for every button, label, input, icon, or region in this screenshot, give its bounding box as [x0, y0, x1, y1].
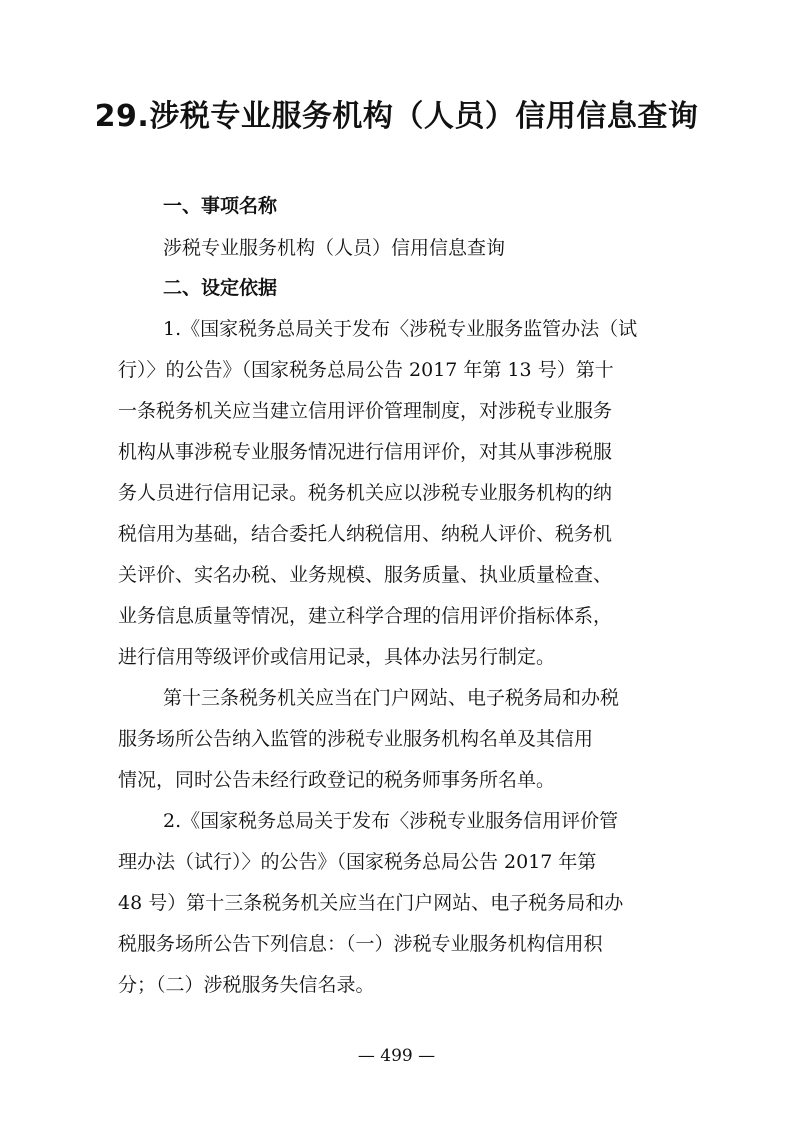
item-name-text: 涉税专业服务机构（人员）信用信息查询: [163, 237, 506, 259]
paragraph-line: 第十三条税务机关应当在门户网站、电子税务局和办税: [163, 687, 620, 709]
paragraph-line: 一条税务机关应当建立信用评价管理制度，对涉税专业服务: [118, 400, 613, 422]
paragraph-line: 理办法（试行）〉的公告》（国家税务总局公告 2017 年第: [118, 851, 597, 873]
page-number: — 499 —: [357, 1046, 436, 1066]
paragraph-line: 关评价、实名办税、业务规模、服务质量、执业质量检查、: [118, 564, 613, 586]
section-heading-legal-basis: 二、设定依据: [163, 277, 278, 299]
paragraph-line: 48 号）第十三条税务机关应当在门户网站、电子税务局和办: [118, 892, 624, 914]
paragraph-line: 业务信息质量等情况，建立科学合理的信用评价指标体系，: [118, 605, 613, 627]
paragraph-line: 进行信用等级评价或信用记录，具体办法另行制定。: [118, 646, 556, 668]
paragraph-line: 分；（二）涉税服务失信名录。: [118, 974, 375, 996]
paragraph-line: 税信用为基础，结合委托人纳税信用、纳税人评价、税务机: [118, 523, 613, 545]
page-title: 29.涉税专业服务机构（人员）信用信息查询: [94, 99, 699, 134]
paragraph-line: 服务场所公告纳入监管的涉税专业服务机构名单及其信用: [118, 728, 594, 750]
section-heading-item-name: 一、事项名称: [163, 195, 278, 217]
paragraph-line: 1.《国家税务总局关于发布〈涉税专业服务监管办法（试: [163, 318, 638, 340]
paragraph-line: 情况，同时公告未经行政登记的税务师事务所名单。: [118, 769, 556, 791]
paragraph-line: 税服务场所公告下列信息：（一）涉税专业服务机构信用积: [118, 933, 603, 955]
paragraph-line: 务人员进行信用记录。税务机关应以涉税专业服务机构的纳: [118, 482, 613, 504]
paragraph-line: 行）〉的公告》（国家税务总局公告 2017 年第 13 号）第十: [118, 359, 614, 381]
paragraph-line: 2.《国家税务总局关于发布〈涉税专业服务信用评价管: [163, 810, 619, 832]
paragraph-line: 机构从事涉税专业服务情况进行信用评价，对其从事涉税服: [118, 441, 613, 463]
